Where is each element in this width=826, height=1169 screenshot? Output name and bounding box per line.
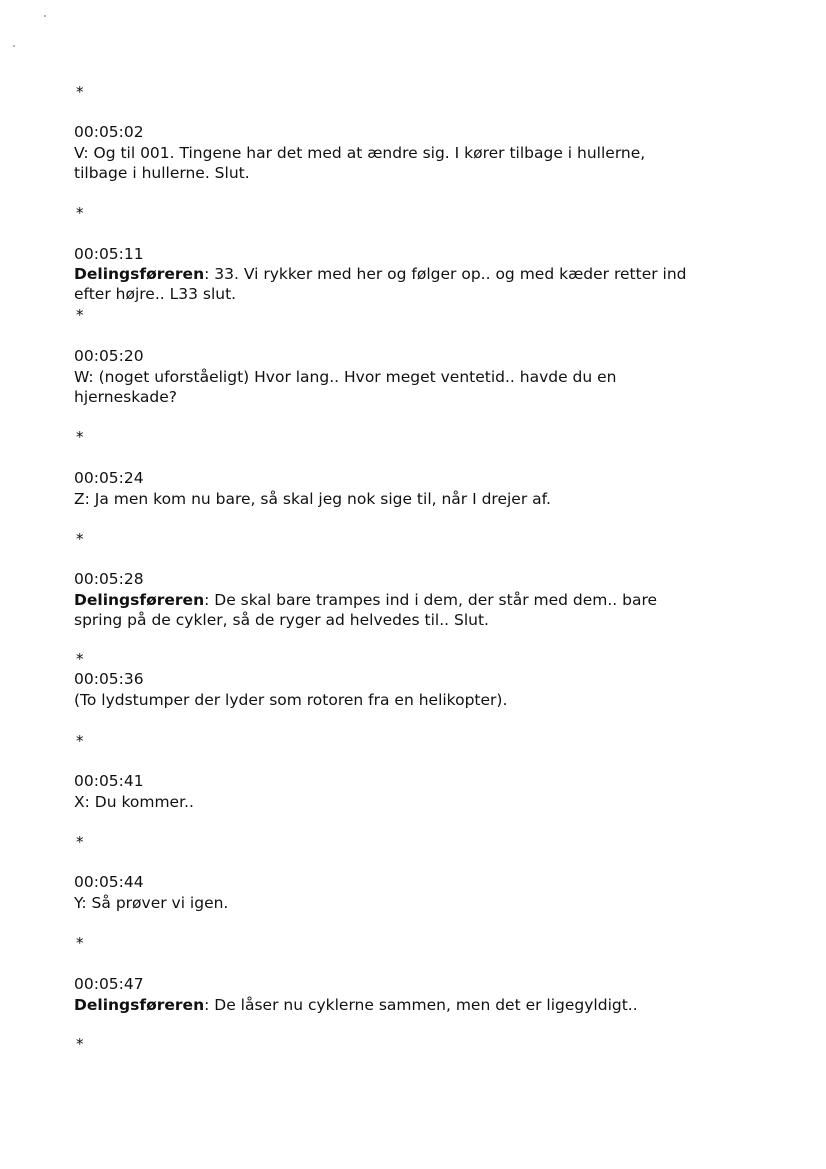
transcript-line bbox=[74, 284, 236, 304]
transcript-line bbox=[74, 489, 551, 509]
transcript-line bbox=[74, 690, 507, 710]
timestamp: 00:05:28 bbox=[74, 570, 144, 588]
separator-star: * bbox=[76, 833, 84, 851]
separator-star: * bbox=[76, 204, 84, 222]
speaker-name: Delingsføreren bbox=[74, 996, 205, 1014]
separator-star: * bbox=[76, 530, 84, 548]
line-text: efter højre.. L33 slut. bbox=[74, 285, 237, 303]
separator-star: * bbox=[76, 428, 84, 446]
transcript-line bbox=[74, 995, 638, 1015]
scan-speck bbox=[13, 45, 15, 47]
transcript-line bbox=[74, 143, 645, 163]
separator-star: * bbox=[76, 934, 84, 952]
line-text: : De skal bare trampes ind i dem, der står med dem.. bare bbox=[204, 591, 658, 609]
line-text: spring på de cykler, så de ryger ad helvedes til.. Slut. bbox=[74, 611, 489, 629]
line-text: Y: Så prøver vi igen. bbox=[74, 894, 229, 912]
timestamp: 00:05:47 bbox=[74, 975, 144, 993]
transcript-line bbox=[74, 590, 657, 610]
timestamp: 00:05:44 bbox=[74, 873, 144, 891]
line-text: : De låser nu cyklerne sammen, men det er ligegyldigt.. bbox=[204, 996, 638, 1014]
line-text: tilbage i hullerne. Slut. bbox=[74, 164, 250, 182]
scan-speck bbox=[44, 15, 46, 17]
timestamp: 00:05:02 bbox=[74, 123, 144, 141]
line-text: (To lydstumper der lyder som rotoren fra en helikopter). bbox=[74, 691, 508, 709]
speaker-name: Delingsføreren bbox=[74, 265, 205, 283]
transcript-line bbox=[74, 387, 177, 407]
separator-star: * bbox=[76, 306, 84, 324]
timestamp: 00:05:20 bbox=[74, 347, 144, 365]
transcript-line bbox=[74, 163, 250, 183]
line-text: X: Du kommer.. bbox=[74, 793, 194, 811]
timestamp: 00:05:11 bbox=[74, 245, 144, 263]
line-text: : 33. Vi rykker med her og følger op.. og med kæder retter ind bbox=[204, 265, 687, 283]
timestamp: 00:05:24 bbox=[74, 469, 144, 487]
line-text: W: (noget uforståeligt) Hvor lang.. Hvor meget ventetid.. havde du en bbox=[74, 368, 617, 386]
separator-star: * bbox=[76, 83, 84, 101]
timestamp: 00:05:41 bbox=[74, 772, 144, 790]
line-text: hjerneskade? bbox=[74, 388, 178, 406]
transcript-line bbox=[74, 264, 687, 284]
transcript-line bbox=[74, 893, 228, 913]
timestamp: 00:05:36 bbox=[74, 670, 144, 688]
speaker-name: Delingsføreren bbox=[74, 591, 205, 609]
separator-star: * bbox=[76, 650, 84, 668]
separator-star: * bbox=[76, 732, 84, 750]
line-text: Z: Ja men kom nu bare, så skal jeg nok sige til, når I drejer af. bbox=[74, 490, 551, 508]
transcript-line bbox=[74, 792, 194, 812]
line-text: V: Og til 001. Tingene har det med at ændre sig. I kører tilbage i hullerne, bbox=[74, 144, 646, 162]
transcript-line bbox=[74, 610, 489, 630]
separator-star: * bbox=[76, 1035, 84, 1053]
transcript-line bbox=[74, 367, 617, 387]
